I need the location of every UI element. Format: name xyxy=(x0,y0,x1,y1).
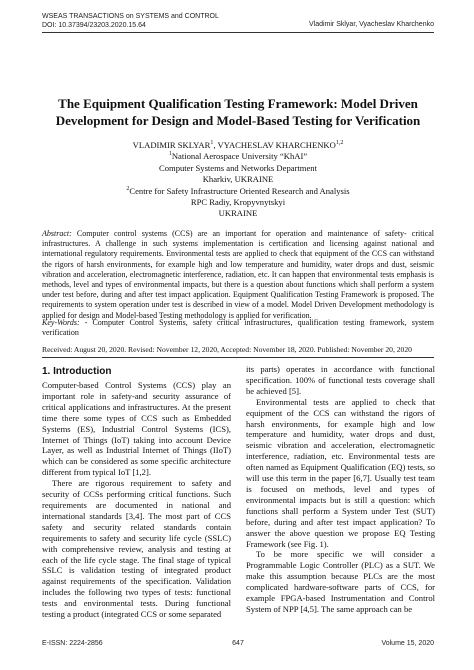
title-line-2: Development for Design and Model-Based Testing for Verification xyxy=(55,112,421,128)
footer-page-number: 647 xyxy=(232,640,244,647)
left-column xyxy=(42,363,231,620)
doi[interactable]: DOI: 10.37394/23203.2020.15.64 xyxy=(42,21,146,29)
keywords-label: Key-Words: xyxy=(42,318,80,327)
section-heading-introduction: 1. Introduction xyxy=(42,366,112,377)
title-line-1: The Equipment Qualification Testing Framework: Model Driven xyxy=(58,96,418,111)
paper-title xyxy=(42,96,434,129)
footer-volume: Volume 15, 2020 xyxy=(381,640,434,647)
right-paragraph-3: To be more specific we will consider a Programmable Logic Controller (PLC) as a SUT. We make this assumption because PLCs are the most complicated hardware-software parts of CCS, for example FPGA-based Instrumentation and Control System of NPP [4,5]. The same approach can be xyxy=(246,549,435,614)
affiliation-2: $^2$Centre for Safety Infrastructure Oriented Research and Analysis xyxy=(126,185,350,196)
affiliation-1-city: Kharkiv, UKRAINE xyxy=(202,174,274,185)
abstract-text: Computer control systems (CCS) are an important for operation and maintenance of safety- critical infrastructures. A challenge in such systems implementation is certification and licensing against national and international regulatory requirements. Environmental tests are applied to check that equipment of the CCS can withstand the rigors of harsh environments, for example high and low temperature and humidity, water drops and dust, seismic vibration and acceleration, electromagnetic interference, radiation, etc. It can happen that environmental tests emphasis is methods, level and types of environmental impacts, but there is a question about functions which shall perform a system under test before, during and after test impact application. Equipment Qualification Testing Framework is proposed. The requirements to system operation under test is described in view of a model. Model Driven Development methodology is applied for design and Model-based Testing methodology is applied for verification. xyxy=(42,229,434,320)
affiliation-2-country: UKRAINE xyxy=(218,208,258,219)
author-names: VLADIMIR SKLYAR$^1$, VYACHESLAV KHARCHENKO$^{1,2}$ xyxy=(132,140,344,150)
journal-name: WSEAS TRANSACTIONS on SYSTEMS and CONTROL xyxy=(42,13,219,20)
intro-paragraph-2: There are rigorous requirement to safety and security of CCSs performing critical functions. Such requirements are documented in national and international standards [3,4]. The most part of CCS safety and security related standards contain requirements to safety and security life cycle (SSLC) with comprehensive review, analysis and testing at each of the life cycle stage. The final stage of typical SSLC is validation testing of integrated product against requirements of the specification. Validation includes the following two types of tests: functional tests and environmental tests. During functional testing a product (integrated CCS or some separated xyxy=(42,478,231,620)
header-divider xyxy=(42,32,434,33)
abstract xyxy=(42,229,434,321)
footer-issn: E-ISSN: 2224-2856 xyxy=(42,640,103,647)
author-block xyxy=(42,140,434,220)
right-paragraph-1: its parts) operates in accordance with functional specification. 100% of functional tests coverage shall be achieved [5]. xyxy=(246,364,435,396)
right-column xyxy=(246,364,435,615)
received-dates: Received: August 20, 2020. Revised: November 12, 2020, Accepted: November 18, 2020. Published: November 20, 2020 xyxy=(42,345,412,354)
running-header xyxy=(42,13,219,30)
keywords xyxy=(42,318,434,338)
section-divider xyxy=(42,357,434,358)
header-authors: Vladimir Sklyar, Vyacheslav Kharchenko xyxy=(308,21,434,28)
keywords-text: - Computer Control Systems, safety critical infrastructures, qualification testing framework, system verification xyxy=(42,318,434,338)
affiliation-1-dept: Computer Systems and Networks Department xyxy=(158,162,317,173)
intro-paragraph-1: Computer-based Control Systems (CCS) play an important role in safety-and security assurance of critical applications and infrastructures. At the present time there some types of CCS such as Embedded Systems (ES), Industrial Control Systems (ICS), Internet of Things (IoT) taking into account Device Layer, as well as Industrial Internet of Things (IIoT) which can be considered as some specific architecture different from typical IoT [1,2]. xyxy=(42,380,231,478)
affiliation-2-org: RPC Radiy, Kropyvnytskyi xyxy=(190,197,286,208)
abstract-label: Abstract: xyxy=(42,229,72,238)
right-paragraph-2: Environmental tests are applied to check that equipment of the CCS can withstand the rigors of harsh environments, for example high and low temperature and humidity, water drops and dust, seismic vibration and acceleration, electromagnetic interference, radiation, etc. Environmental tests are often named as Equipment Qualification (EQ) tests, so will use this term in the paper [6,7]. Usually test team is focused on methods, level and types of environmental impacts but is still a question: which functions shall perform a System under Test (SUT) before, during and after test impact application? To answer the above question we propose EQ Testing Framework (see Fig. 1). xyxy=(246,396,435,549)
affiliation-1: $^1$National Aerospace University “KhAI” xyxy=(168,151,308,162)
